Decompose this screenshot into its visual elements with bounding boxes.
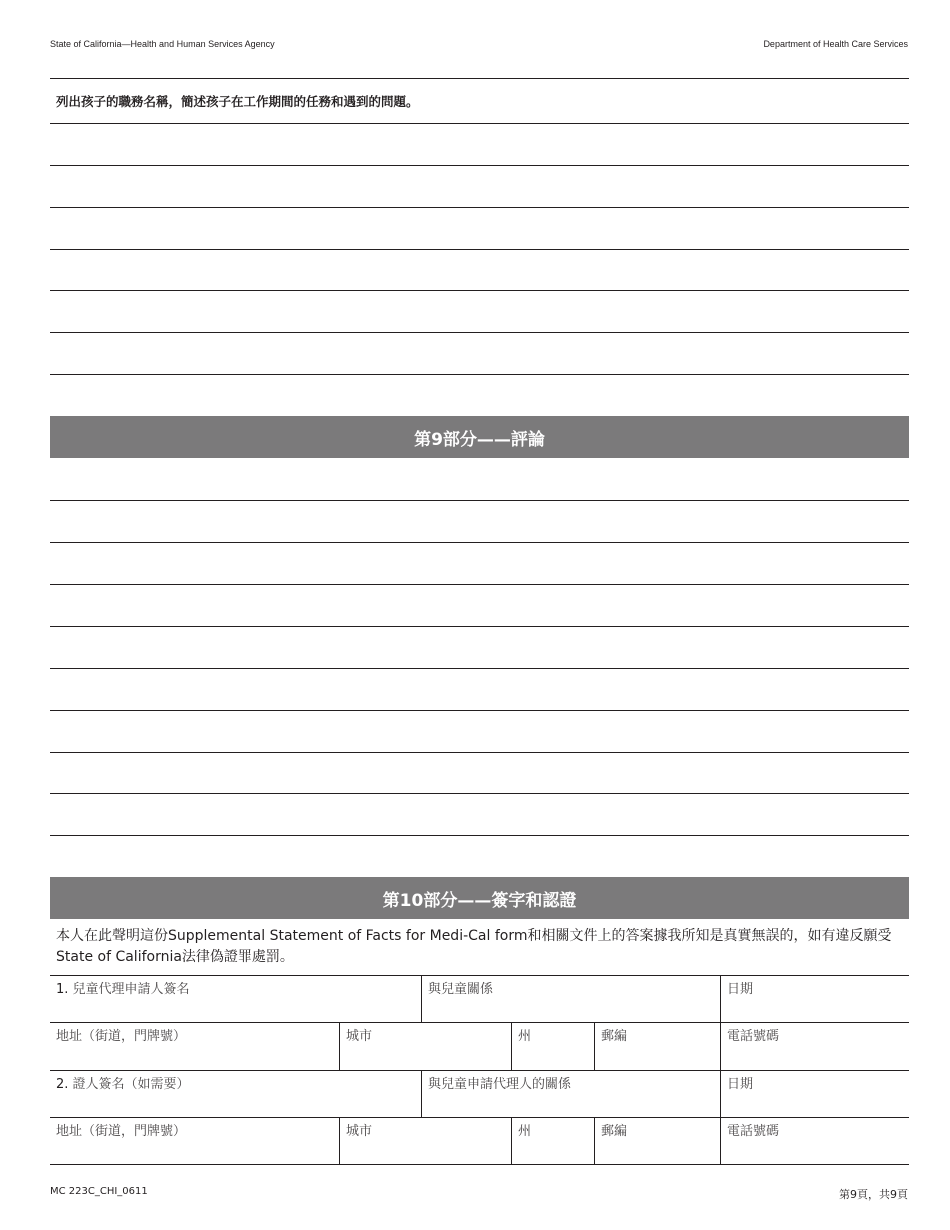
comment-line[interactable] [50, 710, 909, 711]
witness-date-field[interactable] [720, 1071, 909, 1118]
agency-header: State of California—Health and Human Services Agency [50, 39, 275, 49]
applicant-signature-field[interactable] [50, 976, 421, 1023]
witness-signature-label: 證人簽名（如需要） [72, 1077, 190, 1092]
comment-line[interactable] [50, 542, 909, 543]
job-description-instruction: 列出孩子的職務名稱，簡述孩子在工作期間的任務和遇到的問題。 [56, 94, 419, 109]
witness-signature-row [50, 1070, 909, 1118]
item-number: 2. [56, 1077, 69, 1092]
witness-address-field[interactable] [50, 1118, 339, 1165]
address-field[interactable] [50, 1023, 339, 1070]
state-label: 州 [518, 1029, 532, 1044]
witness-address-label: 地址（街道，門牌號） [56, 1124, 187, 1139]
witness-signature-field[interactable] [50, 1071, 421, 1118]
zip-label: 郵編 [601, 1029, 628, 1044]
comment-line[interactable] [50, 835, 909, 836]
applicant-address-row [50, 1022, 909, 1070]
witness-relationship-field[interactable] [421, 1071, 720, 1118]
grid-bottom-rule [50, 1164, 909, 1165]
comment-line[interactable] [50, 626, 909, 627]
state-field[interactable] [511, 1023, 594, 1070]
witness-zip-label: 郵編 [601, 1124, 628, 1139]
write-line[interactable] [50, 290, 909, 291]
witness-address-row [50, 1117, 909, 1165]
section10-header [50, 877, 909, 919]
comment-line[interactable] [50, 793, 909, 794]
section9-header [50, 416, 909, 458]
relationship-label: 與兒童關係 [428, 982, 494, 997]
witness-state-field[interactable] [511, 1118, 594, 1165]
comment-line[interactable] [50, 752, 909, 753]
comment-line[interactable] [50, 500, 909, 501]
applicant-signature-row [50, 975, 909, 1023]
write-line[interactable] [50, 249, 909, 250]
section8-top-rule [50, 78, 909, 79]
applicant-signature-label: 兒童代理申請人簽名 [72, 982, 190, 997]
form-id: MC 223C_CHI_0611 [50, 1186, 148, 1197]
department-header: Department of Health Care Services [763, 39, 908, 49]
phone-field[interactable] [720, 1023, 909, 1070]
item-number: 1. [56, 982, 69, 997]
witness-phone-label: 電話號碼 [727, 1124, 780, 1139]
witness-city-label: 城市 [346, 1124, 373, 1139]
section9-title: 第9部分——評論 [414, 429, 545, 450]
witness-phone-field[interactable] [720, 1118, 909, 1165]
city-label: 城市 [346, 1029, 373, 1044]
witness-city-field[interactable] [339, 1118, 511, 1165]
zip-field[interactable] [594, 1023, 720, 1070]
write-line[interactable] [50, 374, 909, 375]
relationship-field[interactable] [421, 976, 720, 1023]
witness-relationship-label: 與兒童申請代理人的關係 [428, 1077, 572, 1092]
date-field[interactable] [720, 976, 909, 1023]
signature-grid [50, 975, 909, 1165]
write-line[interactable] [50, 165, 909, 166]
page-number: 第9頁，共9頁 [839, 1188, 908, 1201]
section10-title: 第10部分——簽字和認證 [382, 890, 577, 911]
write-line[interactable] [50, 123, 909, 124]
witness-state-label: 州 [518, 1124, 532, 1139]
address-label: 地址（街道，門牌號） [56, 1029, 187, 1044]
witness-date-label: 日期 [727, 1077, 754, 1092]
witness-zip-field[interactable] [594, 1118, 720, 1165]
comment-line[interactable] [50, 584, 909, 585]
declaration-text: 本人在此聲明這份Supplemental Statement of Facts for Medi-Cal form和相關文件上的答案據我所知是真實無誤的，如有違反願受State of California法律偽證罪處罰。 [56, 928, 892, 965]
write-line[interactable] [50, 207, 909, 208]
write-line[interactable] [50, 332, 909, 333]
comment-line[interactable] [50, 668, 909, 669]
phone-label: 電話號碼 [727, 1029, 780, 1044]
date-label: 日期 [727, 982, 754, 997]
city-field[interactable] [339, 1023, 511, 1070]
